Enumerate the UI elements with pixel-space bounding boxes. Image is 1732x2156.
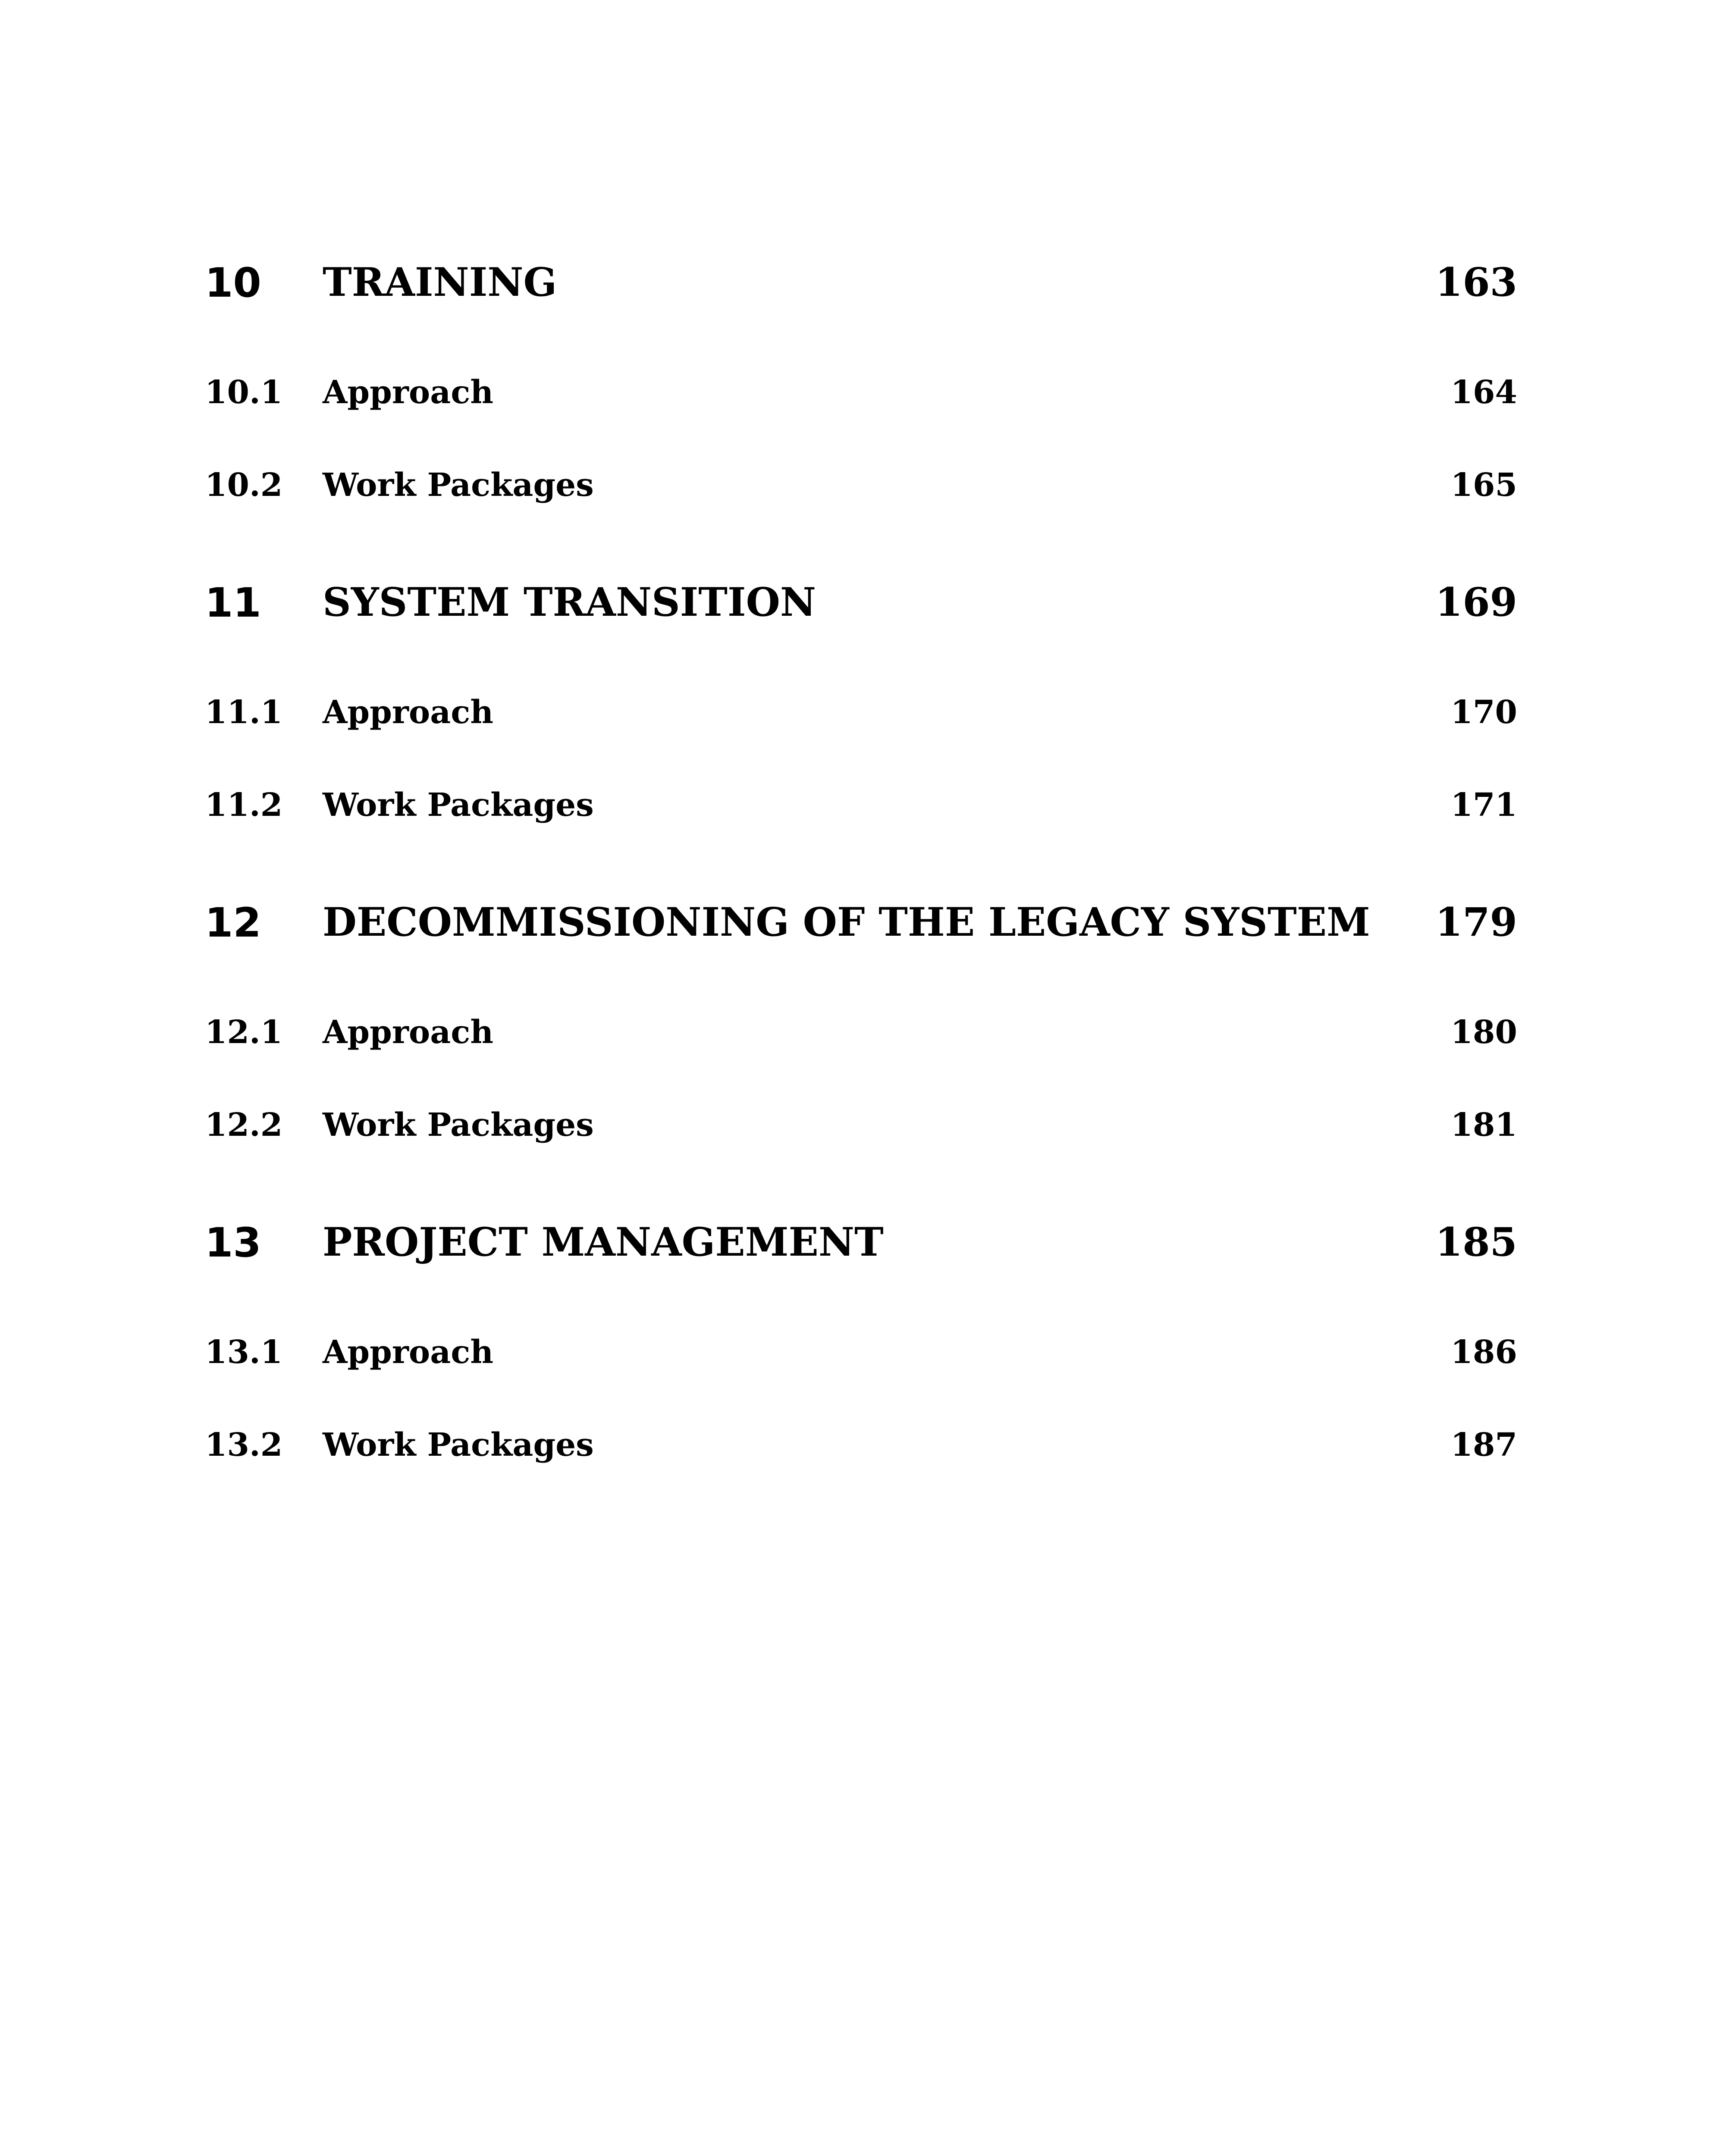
chapter-page-number: 179 xyxy=(1435,899,1517,945)
section-number: 13.2 xyxy=(205,1426,283,1463)
section-page-number: 180 xyxy=(1450,1014,1517,1051)
section-page-number: 164 xyxy=(1450,374,1517,411)
chapter-title: TRAINING xyxy=(323,260,557,305)
section-page-number: 165 xyxy=(1450,467,1517,504)
section-title: Approach xyxy=(323,1014,494,1051)
section-title: Approach xyxy=(323,374,494,411)
section-page-number: 187 xyxy=(1450,1426,1517,1463)
chapter-page-number: 169 xyxy=(1435,580,1517,625)
section-title: Work Packages xyxy=(323,1426,594,1463)
chapter-title: DECOMMISSIONING OF THE LEGACY SYSTEM xyxy=(323,899,1370,945)
section-title: Approach xyxy=(323,694,494,731)
section-number: 12.2 xyxy=(205,1106,283,1144)
chapter-number: 12 xyxy=(205,899,261,946)
chapter-page-number: 185 xyxy=(1435,1219,1517,1265)
section-title: Work Packages xyxy=(323,1106,594,1144)
section-title: Work Packages xyxy=(323,467,594,504)
chapter-number: 10 xyxy=(205,260,261,307)
section-number: 11.1 xyxy=(205,694,283,731)
section-title: Approach xyxy=(323,1334,494,1371)
chapter-number: 13 xyxy=(205,1219,261,1266)
section-number: 12.1 xyxy=(205,1014,283,1051)
section-title: Work Packages xyxy=(323,787,594,824)
chapter-title: SYSTEM TRANSITION xyxy=(323,580,816,625)
section-number: 11.2 xyxy=(205,787,283,824)
chapter-title: PROJECT MANAGEMENT xyxy=(323,1219,884,1265)
section-number: 13.1 xyxy=(205,1334,283,1371)
section-page-number: 170 xyxy=(1450,694,1517,731)
section-page-number: 186 xyxy=(1450,1334,1517,1371)
chapter-page-number: 163 xyxy=(1435,260,1517,305)
section-page-number: 171 xyxy=(1450,787,1517,824)
section-number: 10.1 xyxy=(205,374,283,411)
section-page-number: 181 xyxy=(1450,1106,1517,1144)
section-number: 10.2 xyxy=(205,467,283,504)
chapter-number: 11 xyxy=(205,580,261,627)
